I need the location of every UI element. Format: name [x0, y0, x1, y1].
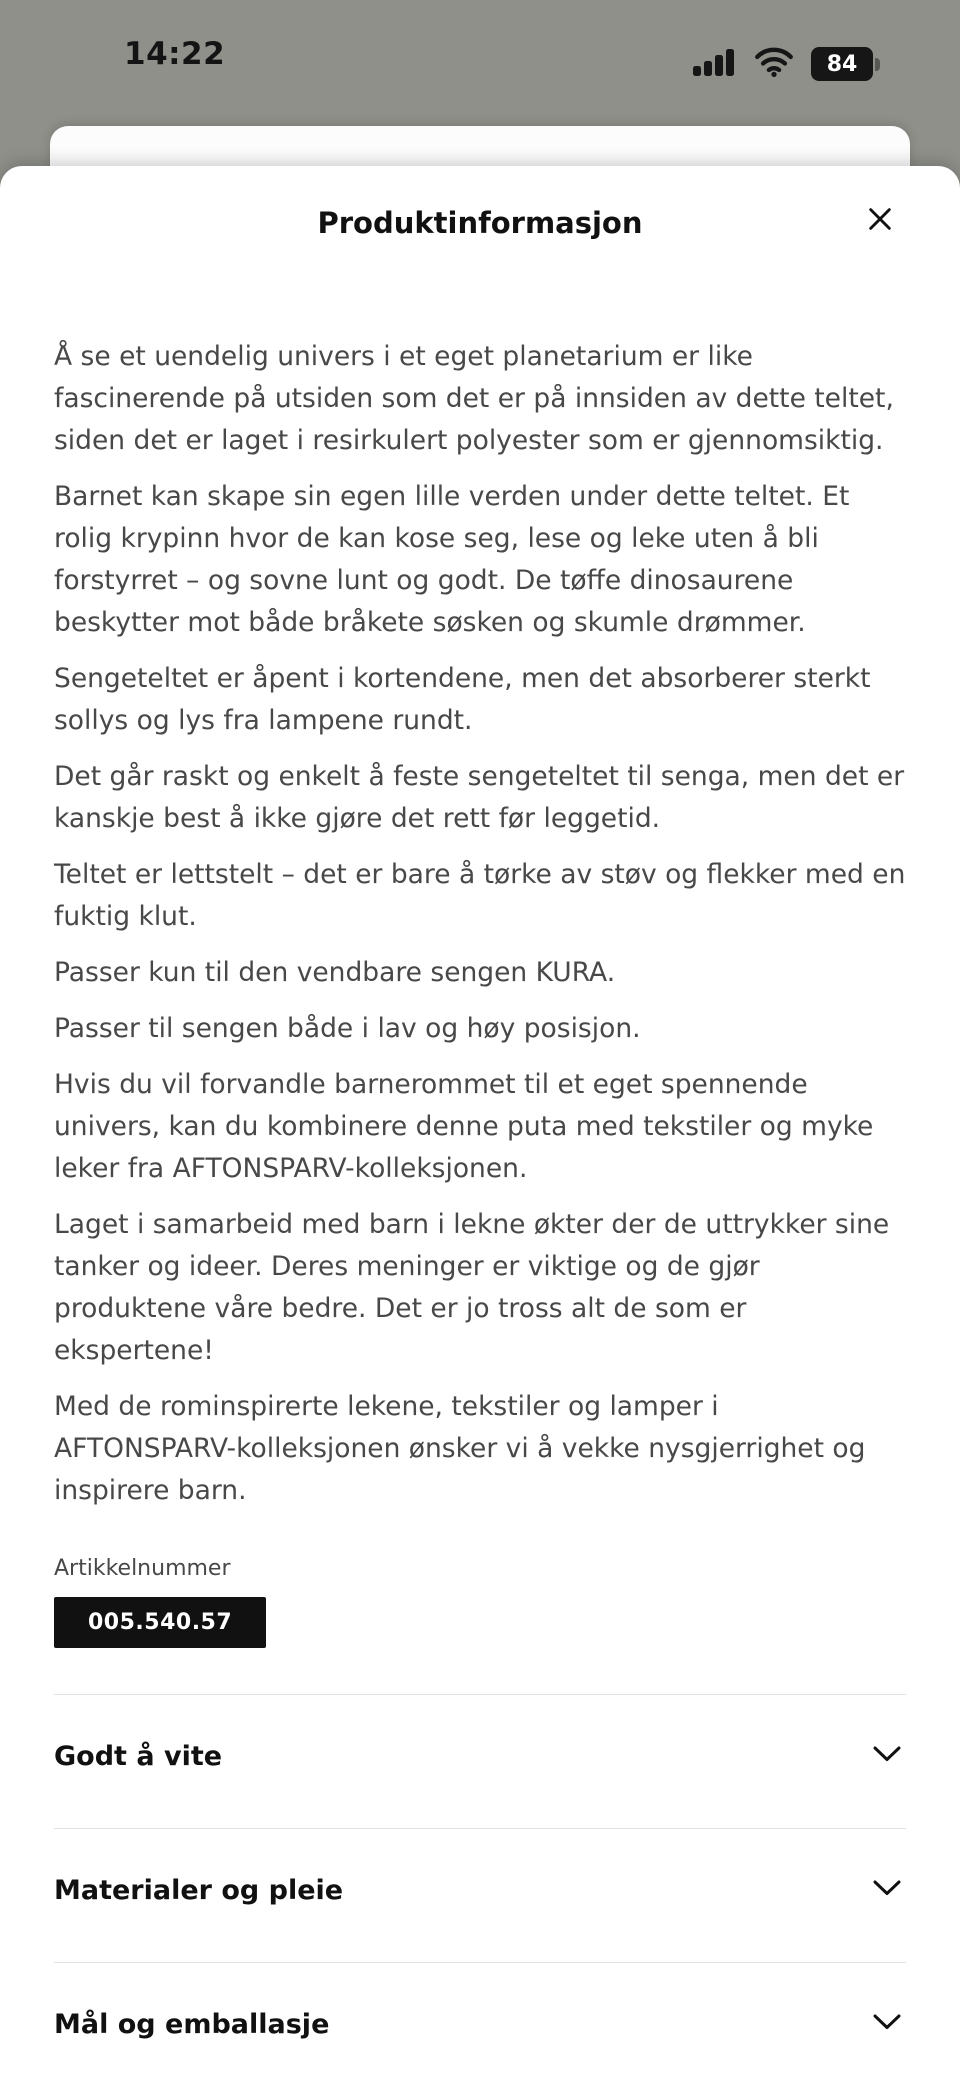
description-paragraph: Sengeteltet er åpent i kortendene, men det absorberer sterkt sollys og lys fra lampene rundt.: [54, 663, 871, 736]
article-number-badge: 005.540.57: [54, 1597, 266, 1648]
accordion-label: Materialer og pleie: [54, 1875, 344, 1906]
cellular-signal-icon: [691, 46, 737, 82]
article-number-label: Artikkelnummer: [54, 1556, 231, 1581]
description-paragraph: Med de rominspirerte lekene, tekstiler og lamper i AFTONSPARV-kolleksjonen ønsker vi å vekke nysgjerrighet og inspirere barn.: [54, 1391, 866, 1506]
description-paragraph: Laget i samarbeid med barn i lekne økter der de uttrykker sine tanker og ideer. Deres meninger er viktige og de gjør produktene våre bedre. Det er jo tross alt de som er ekspertene!: [54, 1209, 890, 1366]
status-icons: [691, 46, 880, 82]
description-paragraph: Det går raskt og enkelt å feste sengeteltet til senga, men det er kanskje best å ikke gjøre det rett før leggetid.: [54, 761, 905, 834]
accordion-label: Godt å vite: [54, 1741, 223, 1772]
battery-icon: [811, 47, 880, 81]
sheet-header: [0, 166, 960, 240]
description-paragraph: Hvis du vil forvandle barnerommet til et eget spennende univers, kan du kombinere denne puta med tekstiler og myke leker fra AFTONSPARV-kolleksjonen.: [54, 1069, 874, 1184]
sheet-title: Produktinformasjon: [317, 206, 643, 240]
product-info-sheet: [0, 166, 960, 2081]
accordion-label: Mål og emballasje: [54, 2009, 330, 2040]
status-bar: [0, 0, 960, 120]
description-paragraph: Å se et uendelig univers i et eget planetarium er like fascinerende på utsiden som det er på innsiden av dette teltet, siden det er laget i resirkulert polyester som er gjennomsiktig.: [54, 341, 894, 456]
accordion-materialer-og-pleie[interactable]: [54, 1829, 906, 1963]
description-paragraph: Teltet er lettstelt – det er bare å tørke av støv og flekker med en fuktig klut.: [54, 859, 906, 932]
status-time: 14:22: [124, 36, 226, 72]
description-paragraph: Passer kun til den vendbare sengen KURA.: [54, 957, 616, 988]
battery-percent: 84: [811, 47, 873, 81]
sheet-body: [0, 336, 960, 2081]
accordion-mal-og-emballasje[interactable]: [54, 1963, 906, 2081]
chevron-down-icon: [872, 1745, 902, 1768]
accordion-list: [54, 1694, 906, 2081]
close-icon: [864, 203, 896, 238]
accordion-godt-a-vite[interactable]: [54, 1695, 906, 1829]
close-button[interactable]: [858, 198, 902, 242]
description-paragraph: Passer til sengen både i lav og høy posisjon.: [54, 1013, 641, 1044]
chevron-down-icon: [872, 2013, 902, 2036]
description-paragraph: Barnet kan skape sin egen lille verden under dette teltet. Et rolig krypinn hvor de kan kose seg, lese og leke uten å bli forstyrret – og sovne lunt og godt. De tøffe dinosaurene beskytter mot både bråkete søsken og skumle drømmer.: [54, 481, 850, 638]
wifi-icon: [752, 46, 796, 82]
battery-tip: [875, 58, 880, 71]
chevron-down-icon: [872, 1879, 902, 1902]
